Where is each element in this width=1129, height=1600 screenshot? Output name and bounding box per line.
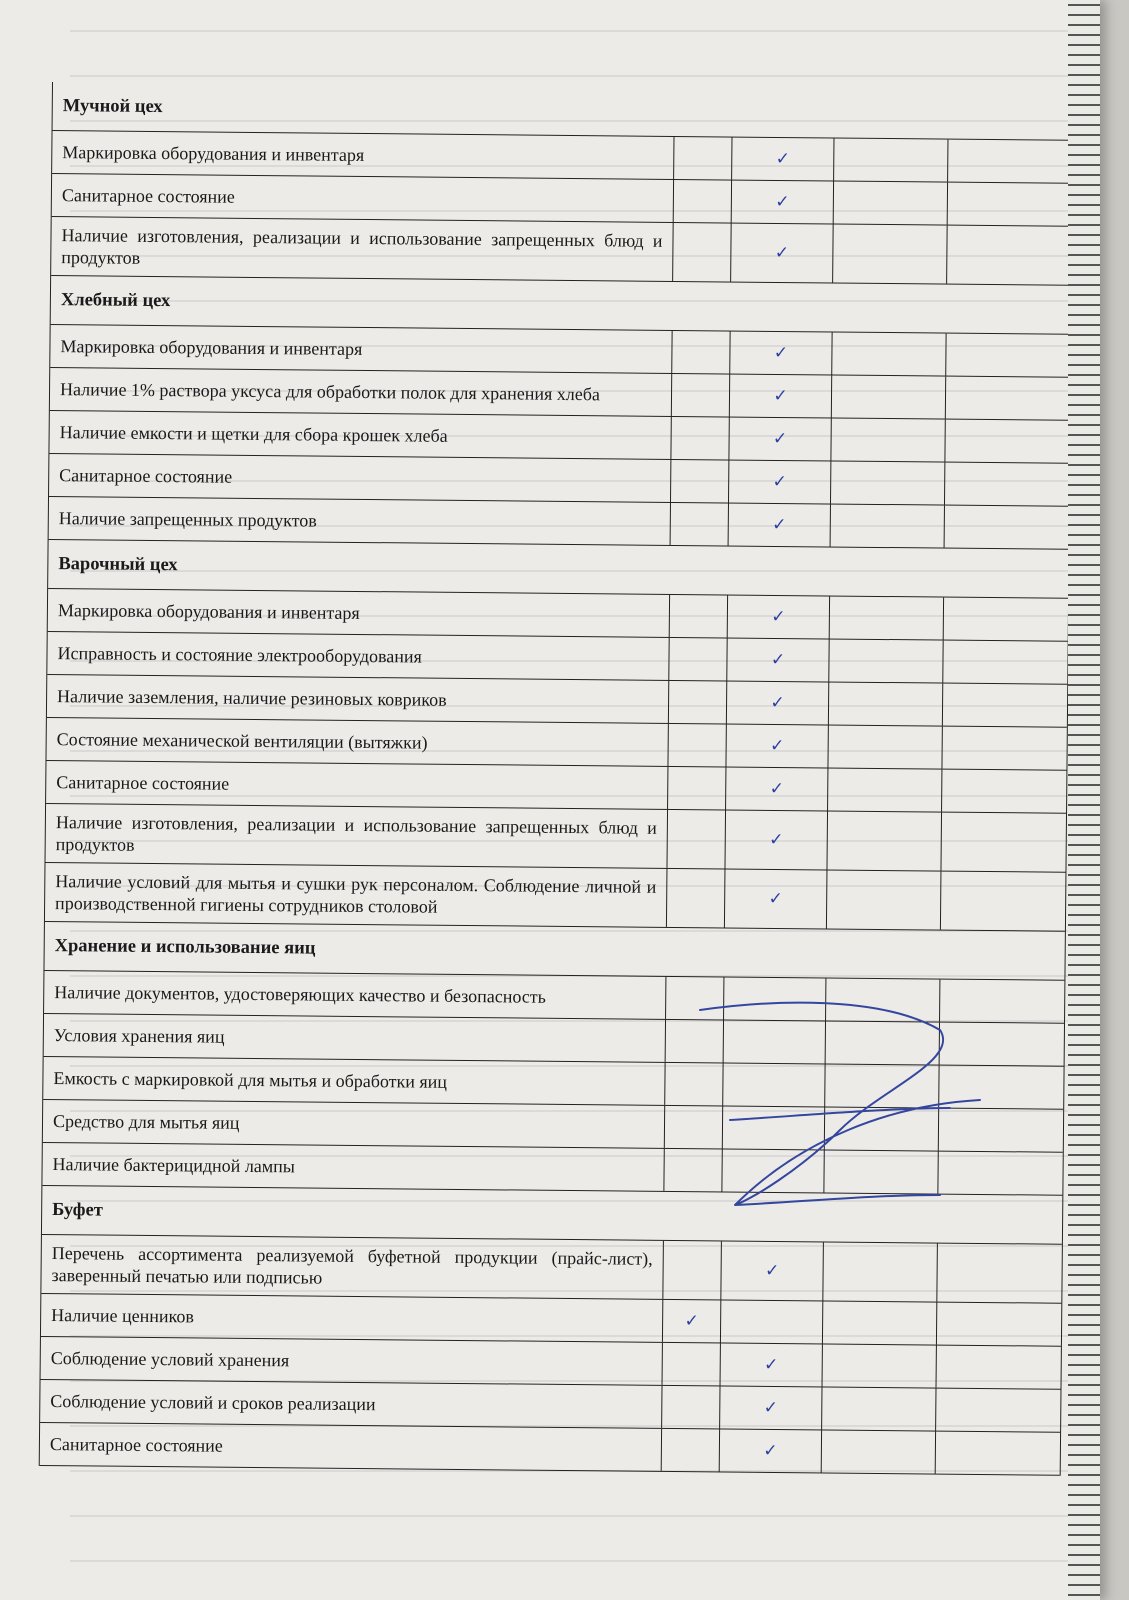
cross-out-scribble — [690, 990, 990, 1220]
check-mark: ✓ — [769, 735, 785, 757]
check-mark: ✓ — [773, 385, 788, 407]
check-cell — [667, 724, 725, 767]
check-cell — [667, 767, 725, 810]
check-cell — [725, 767, 827, 810]
check-cell — [947, 183, 1072, 226]
criterion-cell — [50, 368, 671, 416]
check-cell — [826, 870, 941, 929]
check-cell — [729, 375, 831, 418]
criterion-text: Наличие изготовления, реализации и использование запрещенных блюд и продуктов — [61, 225, 663, 268]
criterion-cell — [50, 325, 671, 373]
criterion-text: Санитарное состояние — [61, 185, 235, 207]
check-mark: ✓ — [775, 148, 791, 170]
check-cell — [731, 138, 833, 181]
check-mark: ✓ — [774, 242, 790, 264]
check-mark: ✓ — [772, 428, 788, 450]
criterion-text: Состояние механической вентиляции (вытяжки) — [56, 729, 428, 753]
criterion-cell — [44, 1014, 665, 1062]
section-title: Буфет — [42, 1185, 1062, 1244]
check-cell — [728, 418, 830, 461]
criterion-cell — [52, 174, 673, 222]
criterion-text: Санитарное состояние — [49, 1434, 223, 1456]
criterion-text: Соблюдение условий и сроков реализации — [50, 1391, 376, 1415]
check-cell — [670, 460, 728, 503]
check-cell — [822, 1242, 937, 1301]
check-cell — [661, 1386, 719, 1429]
check-mark: ✓ — [773, 342, 789, 364]
criterion-cell — [51, 217, 673, 281]
criterion-text: Условия хранения яиц — [53, 1025, 225, 1047]
check-cell — [821, 1387, 935, 1430]
check-cell — [942, 684, 1067, 727]
criterion-text: Исправность и состояние электрооборудования — [57, 643, 422, 667]
check-cell — [943, 598, 1068, 641]
check-cell — [662, 1343, 720, 1386]
check-cell — [935, 1432, 1060, 1475]
table-row — [41, 1234, 1062, 1303]
check-cell — [944, 506, 1069, 549]
check-cell — [671, 331, 729, 374]
check-mark: ✓ — [684, 1311, 699, 1332]
check-cell — [724, 810, 827, 869]
check-cell — [719, 1429, 821, 1472]
criterion-cell — [46, 761, 667, 809]
criterion-cell — [41, 1337, 662, 1385]
table-row — [51, 216, 1072, 285]
check-cell — [668, 638, 726, 681]
criterion-cell — [49, 454, 670, 502]
check-cell — [731, 181, 833, 224]
check-cell — [945, 377, 1070, 420]
check-cell — [827, 725, 941, 768]
check-cell — [673, 137, 731, 180]
check-mark: ✓ — [772, 514, 787, 536]
check-cell — [822, 1301, 936, 1344]
section-title: Хранение и использование яиц — [44, 921, 1064, 980]
criterion-cell — [43, 1100, 664, 1148]
check-mark: ✓ — [763, 1397, 779, 1419]
section-title: Варочный цех — [48, 539, 1068, 598]
check-mark: ✓ — [769, 778, 784, 800]
check-cell — [944, 420, 1069, 463]
criterion-cell — [49, 411, 670, 459]
criterion-text: Санитарное состояние — [56, 772, 230, 794]
check-cell — [830, 418, 944, 461]
check-cell — [730, 224, 833, 283]
criterion-text: Наличие условий для мытья и сушки рук персоналом. Соблюдение личной и производственной гигиены сотрудников столовой — [55, 871, 657, 917]
check-cell — [936, 1303, 1061, 1346]
perforated-edge — [1068, 0, 1100, 1600]
check-cell — [828, 682, 942, 725]
check-cell — [942, 641, 1067, 684]
criterion-cell — [48, 589, 669, 637]
criterion-cell — [46, 718, 667, 766]
check-cell — [940, 872, 1066, 931]
criterion-text: Наличие запрещенных продуктов — [58, 508, 317, 531]
criterion-text: Санитарное состояние — [59, 465, 233, 487]
check-cell — [830, 461, 944, 504]
check-cell — [727, 596, 829, 639]
check-mark: ✓ — [770, 649, 786, 671]
check-mark: ✓ — [764, 1260, 780, 1282]
criterion-cell — [41, 1235, 663, 1299]
check-cell — [662, 1300, 720, 1343]
check-cell — [944, 463, 1069, 506]
check-cell — [833, 182, 947, 225]
criterion-cell — [47, 675, 668, 723]
check-cell — [832, 225, 947, 284]
criterion-text: Маркировка оборудования и инвентаря — [60, 336, 363, 359]
check-cell — [940, 813, 1066, 872]
check-cell — [719, 1386, 821, 1429]
check-mark: ✓ — [769, 829, 784, 851]
check-cell — [720, 1300, 822, 1343]
check-cell — [668, 681, 726, 724]
check-cell — [945, 334, 1070, 377]
criterion-cell — [43, 1057, 664, 1105]
check-cell — [831, 375, 945, 418]
check-cell — [724, 869, 827, 928]
inspection-checklist-table — [39, 82, 1074, 1476]
check-cell — [725, 724, 827, 767]
check-cell — [673, 180, 731, 223]
criterion-text: Наличие 1% раствора уксуса для обработки полок для хранения хлеба — [59, 379, 601, 405]
check-cell — [829, 596, 943, 639]
check-cell — [670, 503, 728, 546]
check-mark: ✓ — [775, 191, 790, 213]
check-cell — [946, 226, 1072, 285]
check-cell — [669, 595, 727, 638]
check-cell — [936, 1244, 1062, 1303]
check-cell — [666, 810, 725, 869]
criterion-cell — [40, 1423, 661, 1471]
check-cell — [947, 140, 1072, 183]
check-cell — [670, 417, 728, 460]
criterion-text: Соблюдение условий хранения — [50, 1348, 290, 1371]
criterion-text: Перечень ассортимента реализуемой буфетной продукции (прайс-лист), заверенный печатью или подписью — [51, 1243, 653, 1288]
criterion-text: Наличие ценников — [51, 1305, 195, 1327]
check-mark: ✓ — [770, 692, 785, 714]
criterion-cell — [45, 863, 667, 927]
criterion-text: Маркировка оборудования и инвентаря — [62, 142, 365, 165]
check-mark: ✓ — [763, 1440, 778, 1462]
check-cell — [720, 1343, 822, 1386]
check-cell — [726, 682, 828, 725]
check-mark: ✓ — [772, 471, 787, 493]
check-mark: ✓ — [768, 888, 783, 910]
criterion-cell — [42, 1143, 663, 1191]
check-cell — [826, 811, 941, 870]
check-cell — [831, 332, 945, 375]
table-row — [45, 862, 1066, 931]
criterion-cell — [41, 1294, 662, 1342]
criterion-text: Наличие бактерицидной лампы — [52, 1154, 296, 1177]
check-cell — [728, 461, 830, 504]
check-cell — [666, 869, 725, 928]
check-cell — [941, 727, 1066, 770]
check-cell — [833, 139, 947, 182]
check-cell — [936, 1346, 1061, 1389]
check-cell — [941, 770, 1066, 813]
section-title: Мучной цех — [62, 95, 163, 117]
criterion-text: Наличие документов, удостоверяющих качество и безопасность — [54, 982, 547, 1007]
criterion-cell — [46, 804, 668, 868]
check-cell — [671, 374, 729, 417]
criterion-cell — [40, 1380, 661, 1428]
check-cell — [662, 1241, 721, 1300]
check-cell — [726, 639, 828, 682]
table-row — [46, 803, 1067, 872]
check-cell — [728, 504, 830, 547]
criterion-text: Наличие изготовления, реализации и использование запрещенных блюд и продуктов — [55, 812, 657, 855]
criterion-cell — [44, 971, 665, 1019]
criterion-text: Средство для мытья яиц — [52, 1111, 240, 1133]
check-cell — [822, 1344, 936, 1387]
check-cell — [729, 332, 831, 375]
check-cell — [830, 504, 944, 547]
check-cell — [827, 768, 941, 811]
criterion-text: Емкость с маркировкой для мытья и обработки яиц — [53, 1068, 448, 1092]
check-cell — [661, 1429, 719, 1472]
criterion-text: Наличие емкости и щетки для сбора крошек хлеба — [59, 422, 448, 446]
check-cell — [720, 1241, 823, 1300]
criterion-cell — [52, 131, 673, 179]
check-mark: ✓ — [763, 1354, 779, 1376]
check-cell — [821, 1430, 935, 1473]
section-title: Хлебный цех — [51, 275, 1071, 334]
criterion-text: Наличие заземления, наличие резиновых ковриков — [57, 686, 447, 710]
check-mark: ✓ — [771, 606, 786, 628]
check-cell — [828, 639, 942, 682]
criterion-cell — [49, 497, 670, 545]
criterion-cell — [47, 632, 668, 680]
criterion-text: Маркировка оборудования и инвентаря — [57, 600, 360, 623]
check-cell — [935, 1389, 1060, 1432]
check-cell — [672, 223, 731, 282]
